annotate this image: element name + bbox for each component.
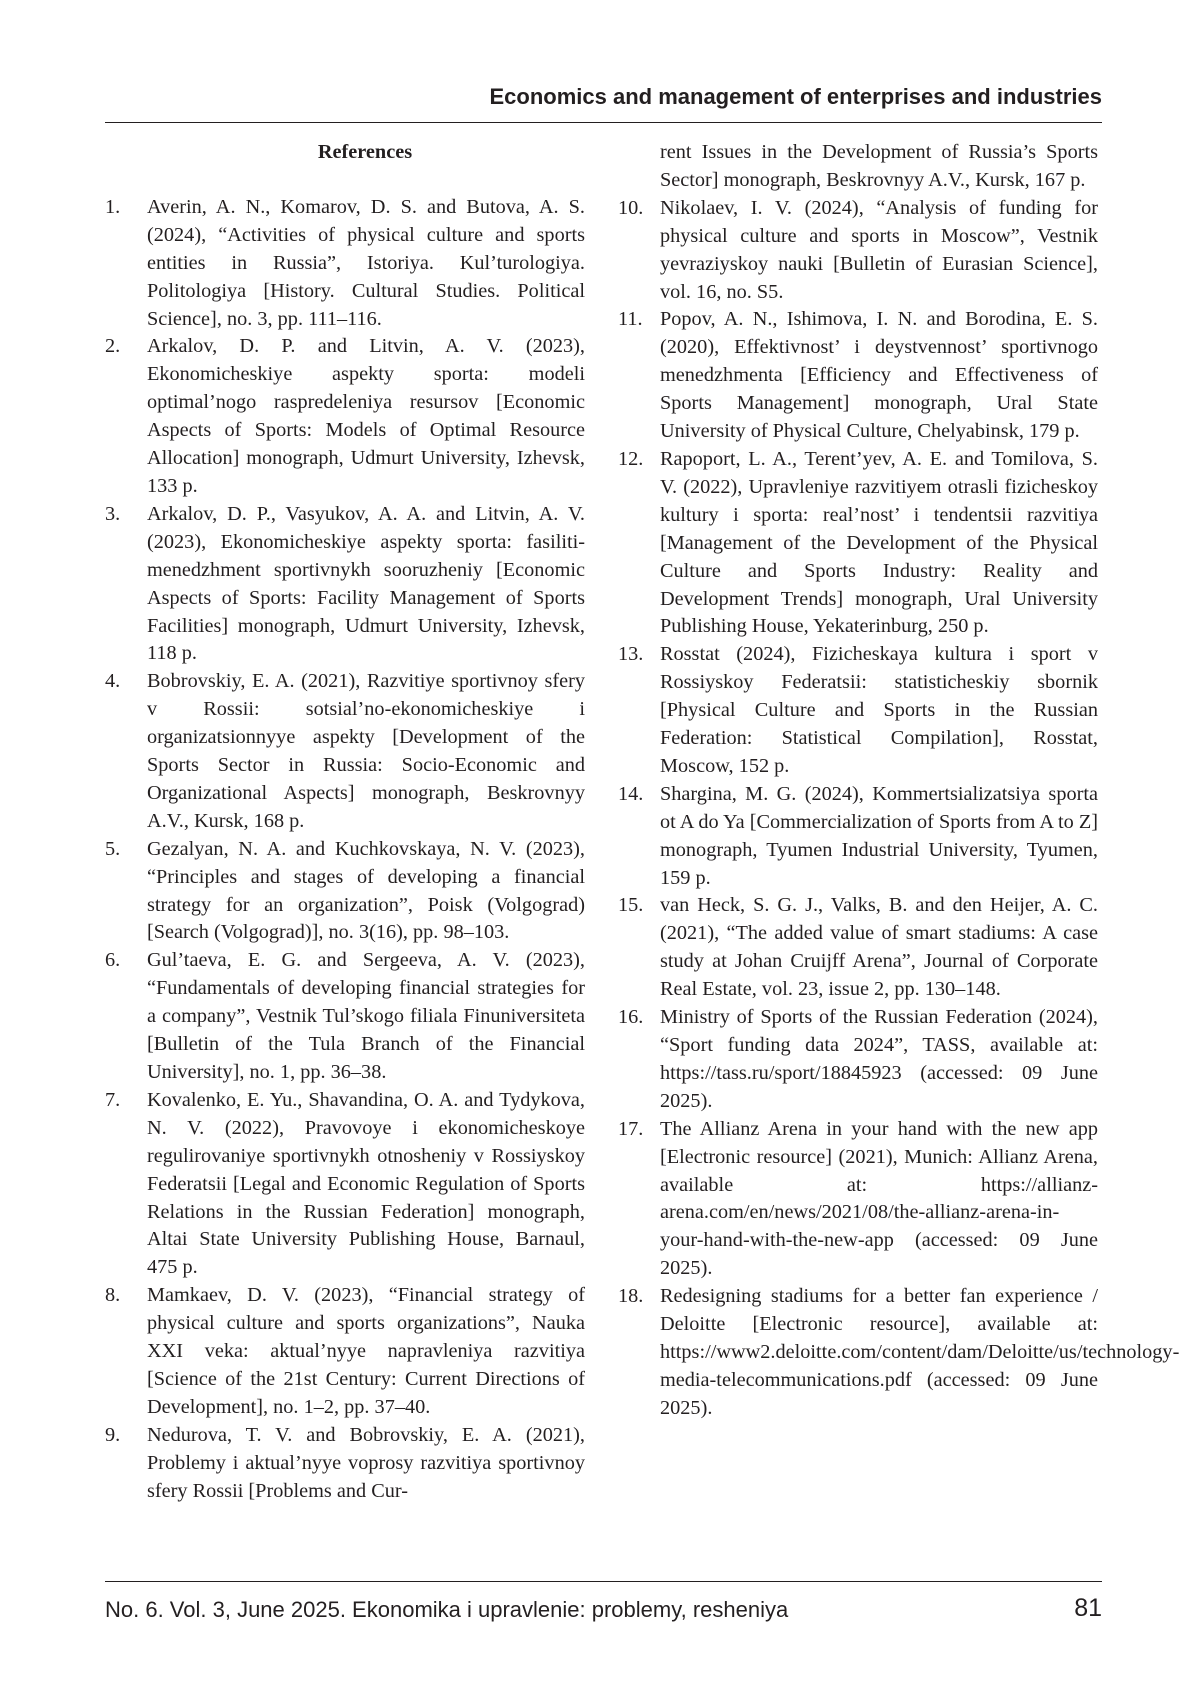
reference-number: 4.: [105, 670, 121, 693]
header-rule: [105, 122, 1102, 123]
reference-text: Kovalenko, E. Yu., Shavandina, O. A. and Tydykova, N. V. (2022), Pravovoye i ekonomicheskoye regulirovaniye sportivnykh otnosheniy v Rossiyskoy Federatsii [Legal and Economic Regulation of Sports Relations in the Russian Federation] monograph, Altai State University Publishing House, Barnaul, 475 p.: [147, 1088, 585, 1279]
references-column-left: [105, 139, 585, 1506]
reference-item-18: [618, 1283, 1180, 1423]
reference-number: 6.: [105, 949, 121, 972]
reference-number: 1.: [105, 195, 121, 218]
reference-text: Ministry of Sports of the Russian Federation (2024), “Sport funding data 2024”, TASS, available at: https://tass.ru/sport/18845923 (accessed: 09 June 2025).: [660, 1006, 1098, 1112]
reference-number: 17.: [618, 1117, 644, 1140]
page-number: 81: [1074, 1594, 1102, 1622]
reference-item-9-continuation: rent Issues in the Development of Russia’s Sports Sector] monograph, Beskrovnyy A.V., Kursk, 167 p.: [660, 141, 1098, 191]
reference-number: 8.: [105, 1284, 121, 1307]
reference-number: 3.: [105, 502, 121, 525]
reference-number: 18.: [618, 1285, 644, 1308]
reference-item-6: [105, 947, 585, 1087]
reference-item-1: [105, 194, 585, 334]
reference-item-7: [105, 1087, 585, 1282]
reference-text: Rapoport, L. A., Terent’yev, A. E. and Tomilova, S. V. (2022), Upravleniye razvitiyem otrasli fizicheskoy kultury i sporta: real’nost’ i tendentsii razvitiya [Management of the Development of the Physical Culture and Sports Industry: Reality and Development Trends] monograph, Ural University Publishing House, Yekaterinburg, 250 p.: [660, 447, 1098, 638]
reference-text: Redesigning stadiums for a better fan experience / Deloitte [Electronic resource], available at: https://www2.deloitte.com/content/dam/Deloitte/us/technology-media-telecommunications.pdf (accessed: 09 June 2025).: [660, 1285, 1180, 1419]
reference-text: Popov, A. N., Ishimova, I. N. and Borodina, E. S. (2020), Effektivnost’ i deystvennost’ sportivnogo menedzhmenta [Efficiency and Effectiveness of Sports Management] monograph, Ural State University of Physical Culture, Chelyabinsk, 179 p.: [660, 308, 1098, 443]
reference-number: 7.: [105, 1088, 121, 1111]
reference-number: 11.: [618, 308, 643, 331]
references-column-right: [618, 139, 1180, 1423]
reference-item-10: [618, 195, 1098, 307]
reference-text: van Heck, S. G. J., Valks, B. and den Heijer, A. C. (2021), “The added value of smart stadiums: A case study at Johan Cruijff Arena”, Journal of Corporate Real Estate, vol. 23, issue 2, pp. 130–148.: [660, 894, 1098, 1001]
references-heading: References: [317, 141, 413, 163]
reference-item-13: [618, 641, 1098, 781]
reference-item-5: [105, 836, 585, 948]
reference-number: 10.: [618, 196, 644, 219]
reference-text: Bobrovskiy, E. A. (2021), Razvitiye sportivnoy sfery v Rossii: sotsial’no-ekonomicheskiye i organizatsionnyye aspekty [Development of the Sports Sector in Russia: Socio-Economic and Organizational Aspects] monograph, Beskrovnyy A.V., Kursk, 168 p.: [147, 670, 585, 832]
reference-number: 12.: [618, 447, 644, 470]
footer-rule: [105, 1581, 1102, 1582]
reference-item-9: [105, 1422, 585, 1506]
reference-text: Nikolaev, I. V. (2024), “Analysis of funding for physical culture and sports in Moscow”, Vestnik yevraziyskoy nauki [Bulletin of Eurasian Science], vol. 16, no. S5.: [660, 196, 1098, 303]
reference-text: Arkalov, D. P. and Litvin, A. V. (2023), Ekonomicheskiye aspekty sporta: modeli optimal’nogo raspredeleniya resursov [Economic Aspects of Sports: Models of Optimal Resource Allocation] monograph, Udmurt University, Izhevsk, 133 p.: [147, 335, 585, 497]
reference-item-11: [618, 306, 1098, 446]
reference-text: Rosstat (2024), Fizicheskaya kultura i sport v Rossiyskoy Federatsii: statisticheskiy sbornik [Physical Culture and Sports in the Russian Federation: Statistical Compilation], Rosstat, Moscow, 152 p.: [660, 643, 1098, 777]
reference-number: 15.: [618, 894, 644, 917]
footer-issue-info: No. 6. Vol. 3, June 2025. Ekonomika i upravlenie: problemy, resheniya: [105, 1597, 789, 1622]
reference-item-3: [105, 501, 585, 668]
reference-text: The Allianz Arena in your hand with the new app [Electronic resource] (2021), Munich: Allianz Arena, available at: https://allianz-arena.com/en/news/2021/08/the-allianz-arena-in-your-hand-with-the-new-app (accessed: 09 June 2025).: [660, 1117, 1098, 1280]
running-header-title: Economics and management of enterprises and industries: [489, 84, 1102, 109]
reference-number: 2.: [105, 335, 121, 358]
reference-number: 16.: [618, 1006, 644, 1029]
reference-item-12: [618, 446, 1098, 641]
reference-item-2: [105, 333, 585, 500]
reference-item-14: [618, 781, 1098, 893]
reference-item-15: [618, 892, 1098, 1004]
reference-text: Mamkaev, D. V. (2023), “Financial strategy of physical culture and sports organizations”, Nauka XXI veka: aktual’nyye napravleniya razvitiya [Science of the 21st Century: Current Directions of Development], no. 1–2, pp. 37–40.: [147, 1284, 585, 1418]
reference-number: 13.: [618, 643, 644, 666]
reference-item-17: [618, 1116, 1098, 1283]
reference-text: Shargina, M. G. (2024), Kommertsializatsiya sporta ot A do Ya [Commercialization of Sports from A to Z] monograph, Tyumen Industrial University, Tyumen, 159 p.: [660, 782, 1098, 889]
reference-item-16: [618, 1004, 1098, 1116]
reference-text: Gul’taeva, E. G. and Sergeeva, A. V. (2023), “Fundamentals of developing financial strategies for a company”, Vestnik Tul’skogo filiala Finuniversiteta [Bulletin of the Tula Branch of the Financial University], no. 1, pp. 36–38.: [147, 949, 585, 1083]
reference-number: 9.: [105, 1423, 121, 1446]
reference-text: Nedurova, T. V. and Bobrovskiy, E. A. (2021), Problemy i aktual’nyye voprosy razvitiya sportivnoy sfery Rossii [Problems and Cur-: [147, 1423, 585, 1502]
reference-item-8: [105, 1282, 585, 1422]
reference-text: Arkalov, D. P., Vasyukov, A. A. and Litvin, A. V. (2023), Ekonomicheskiye aspekty sporta: fasiliti-menedzhment sportivnykh sooruzheniy [Economic Aspects of Sports: Facility Management of Sports Facilities] monograph, Udmurt University, Izhevsk, 118 p.: [147, 502, 585, 665]
reference-number: 14.: [618, 782, 644, 805]
reference-item-4: [105, 668, 585, 835]
reference-text: Gezalyan, N. A. and Kuchkovskaya, N. V. (2023), “Principles and stages of developing a financial strategy for an organization”, Poisk (Volgograd) [Search (Volgograd)], no. 3(16), pp. 98–103.: [147, 837, 585, 944]
reference-text: Averin, A. N., Komarov, D. S. and Butova, A. S. (2024), “Activities of physical culture and sports entities in Russia”, Istoriya. Kul’turologiya. Politologiya [History. Cultural Studies. Political Science], no. 3, pp. 111–116.: [147, 195, 585, 330]
reference-number: 5.: [105, 837, 121, 860]
